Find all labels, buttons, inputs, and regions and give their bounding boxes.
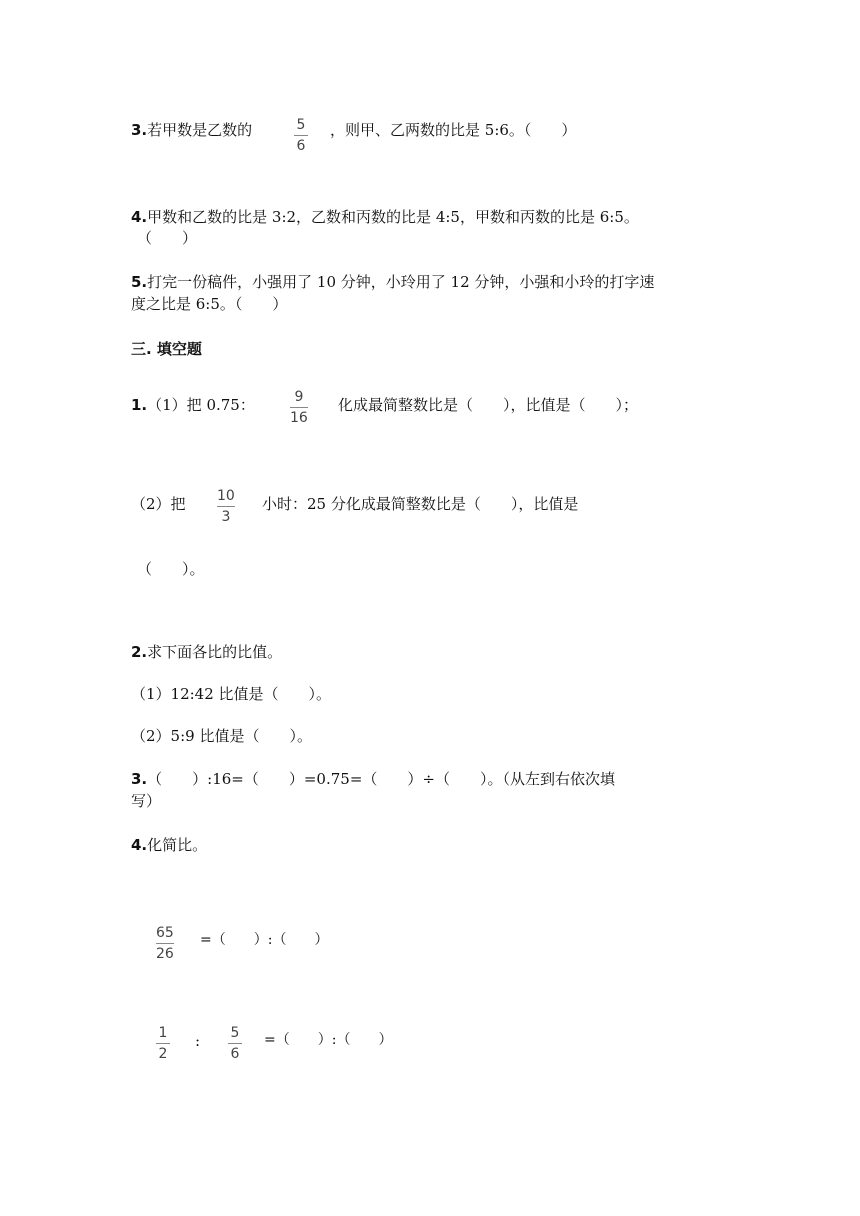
numerator: 9 [294, 389, 304, 405]
question-text: 求下面各比的比值。 [147, 643, 283, 661]
question-number: 4. [131, 208, 148, 226]
question-number: 1. [131, 396, 148, 414]
question-text: 写） [131, 792, 162, 810]
question-text: （1）把 0.75： [147, 396, 255, 414]
expression-rhs: =（ ）:（ ） [264, 1032, 393, 1048]
question-text: 若甲数是乙数的 [147, 121, 253, 139]
sub-question: （1）12:42 比值是（ ）。 [131, 685, 332, 703]
fraction-5-6 [228, 1025, 242, 1063]
judge-q5 [131, 271, 654, 293]
question-number: 5. [131, 273, 148, 291]
denominator: 6 [296, 138, 306, 154]
expression-rhs: =（ ）:（ ） [200, 932, 329, 948]
fill-q1-part1 [131, 394, 255, 416]
answer-blank: （ ）。 [137, 560, 205, 578]
question-text: 打完一份稿件，小强用了 10 分钟，小玲用了 12 分钟，小强和小玲的打字速 [147, 273, 655, 291]
fraction-bar [294, 135, 308, 136]
sub-question: （2）5:9 比值是（ ）。 [131, 727, 312, 745]
denominator: 16 [290, 410, 308, 426]
numerator: 5 [296, 117, 306, 133]
fill-q3 [131, 768, 615, 790]
ratio-colon: : [195, 1032, 201, 1050]
judge-q3 [131, 119, 252, 141]
question-text: （ ）:16=（ ）=0.75=（ ）÷（ ）。（从左到右依次填 [147, 770, 615, 788]
question-text: 甲数和乙数的比是 3:2，乙数和丙数的比是 4:5，甲数和丙数的比是 6:5。 [147, 208, 639, 226]
fraction-65-26 [156, 925, 174, 963]
question-text: （2）把 [131, 495, 186, 513]
denominator: 2 [158, 1046, 168, 1062]
fraction-5-6 [294, 117, 308, 155]
fraction-bar [217, 506, 235, 507]
numerator: 10 [217, 488, 235, 504]
question-text: 小时：25 分化成最简整数比是（ ），比值是 [262, 495, 579, 513]
question-number: 3. [131, 121, 148, 139]
denominator: 26 [156, 946, 174, 962]
question-text: ，则甲、乙两数的比是 5:6。（ ） [330, 121, 577, 139]
fill-q2 [131, 641, 282, 663]
question-text: 化简比。 [147, 836, 208, 854]
denominator: 6 [230, 1046, 240, 1062]
question-text: 化成最简整数比是（ ），比值是（ ）； [338, 396, 639, 414]
question-number: 2. [131, 643, 148, 661]
fraction-9-16 [290, 389, 308, 427]
numerator: 5 [230, 1025, 240, 1041]
denominator: 3 [221, 509, 231, 525]
section-title: 三. 填空题 [131, 340, 202, 358]
fraction-10-3 [217, 488, 235, 526]
fill-q4 [131, 834, 207, 856]
judge-q4 [131, 206, 639, 228]
numerator: 65 [156, 925, 174, 941]
fraction-bar [228, 1043, 242, 1044]
question-number: 3. [131, 770, 148, 788]
fraction-bar [156, 943, 174, 944]
numerator: 1 [158, 1025, 168, 1041]
fraction-bar [290, 407, 308, 408]
question-text: 度之比是 6:5。（ ） [131, 295, 288, 313]
question-number: 4. [131, 836, 148, 854]
answer-blank: （ ） [137, 229, 198, 247]
fraction-1-2 [156, 1025, 170, 1063]
fraction-bar [156, 1043, 170, 1044]
